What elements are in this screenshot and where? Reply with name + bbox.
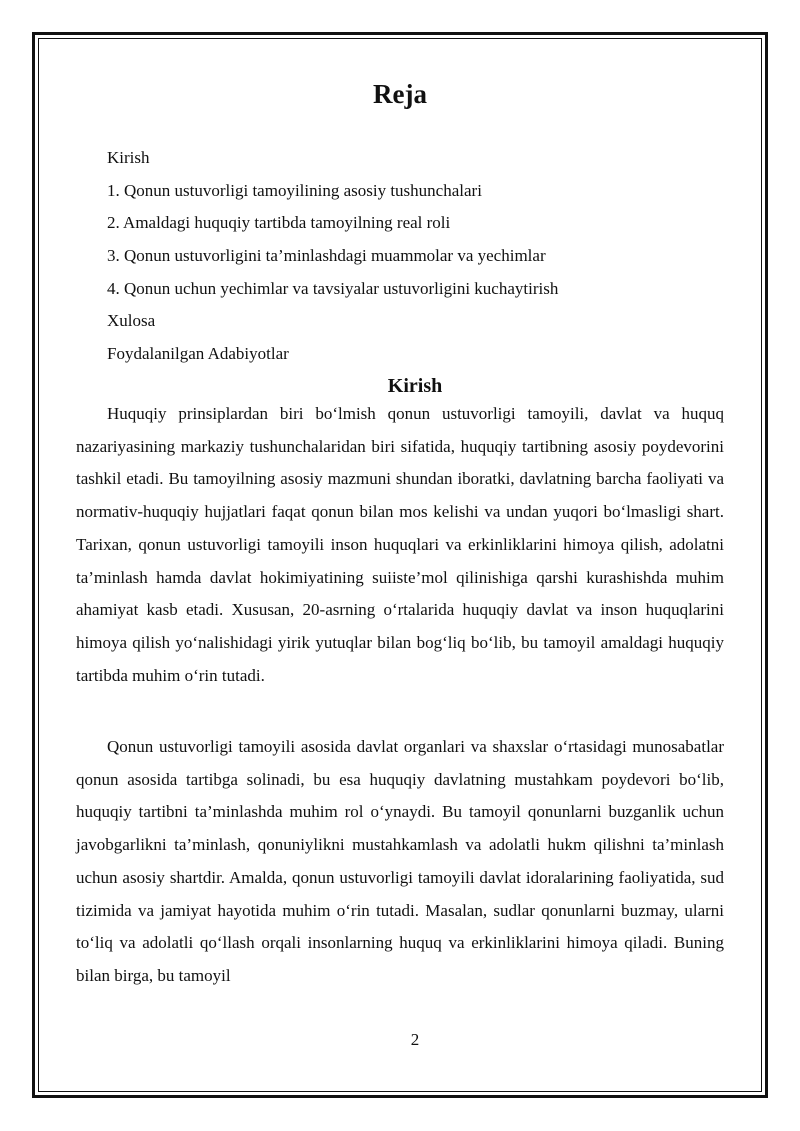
toc-item-3: 3. Qonun ustuvorligini ta’minlashdagi muammolar va yechimlar (107, 246, 546, 266)
section-heading: Kirish (387, 375, 443, 397)
paragraph: Qonun ustuvorligi tamoyili asosida davlat organlari va shaxslar o‘rtasidagi munosabatlar qonun asosida tartibga solinadi, bu esa huquqiy davlatning mustahkam poydevori bo‘lib, huquqiy tartibni ta’minlashda muhim rol o‘ynaydi. Bu tamoyil qonunlarni buzganlik uchun javobgarlikni ta’minlash, qonuniylikni mustahkamlash va adolatli hukm qilishni ta’minlash uchun asosiy shartdir. Amalda, qonun ustuvorligi tamoyili davlat idoralarining faoliyatida, sud tizimida va jamiyat hayotida muhim o‘rin tutadi. Masalan, sudlar qonunlarni buzmay, ularni to‘liq va adolatli qo‘llash orqali insonlarning huquq va erkinliklarini himoya qiladi. Buning bilan birga, bu tamoyil (76, 737, 724, 985)
paragraph: Huquqiy prinsiplardan biri bo‘lmish qonun ustuvorligi tamoyili, davlat va huquq nazariyasining markaziy tushunchalaridan biri sifatida, huquqiy tartibning asosiy poydevorini tashkil etadi. Bu tamoyilning asosiy mazmuni shundan iboratki, davlatning barcha faoliyati va normativ-huquqiy hujjatlari faqat qonun bilan mos kelishi va undan yuqori bo‘lmasligi shart. Tarixan, qonun ustuvorligi tamoyili inson huquqlari va erkinliklarini himoya qilish, adolatni ta’minlash hamda davlat hokimiyatining suiiste’mol qilinishiga qarshi kurashishda muhim ahamiyat kasb etadi. Xususan, 20-asrning o‘rtalarida huquqiy davlat va inson huquqlarini himoya qilish yo‘nalishidagi yirik yutuqlar bilan bog‘liq bo‘lib, bu tamoyil amaldagi huquqiy tartibda muhim o‘rin tutadi. (76, 404, 724, 685)
toc-item-1: 1. Qonun ustuvorligi tamoyilining asosiy tushunchalari (107, 180, 482, 200)
document-title: Reja (373, 79, 427, 109)
toc-item-intro: Kirish (107, 148, 150, 167)
toc-item-references: Foydalanilgan Adabiyotlar (107, 344, 289, 364)
page-number: 2 (410, 1030, 420, 1049)
toc-item-2: 2. Amaldagi huquqiy tartibda tamoyilning real roli (107, 213, 451, 233)
table-of-contents (107, 142, 558, 371)
toc-item-4: 4. Qonun uchun yechimlar va tavsiyalar ustuvorligini kuchaytirish (107, 278, 559, 298)
toc-item-conclusion: Xulosa (107, 311, 156, 331)
